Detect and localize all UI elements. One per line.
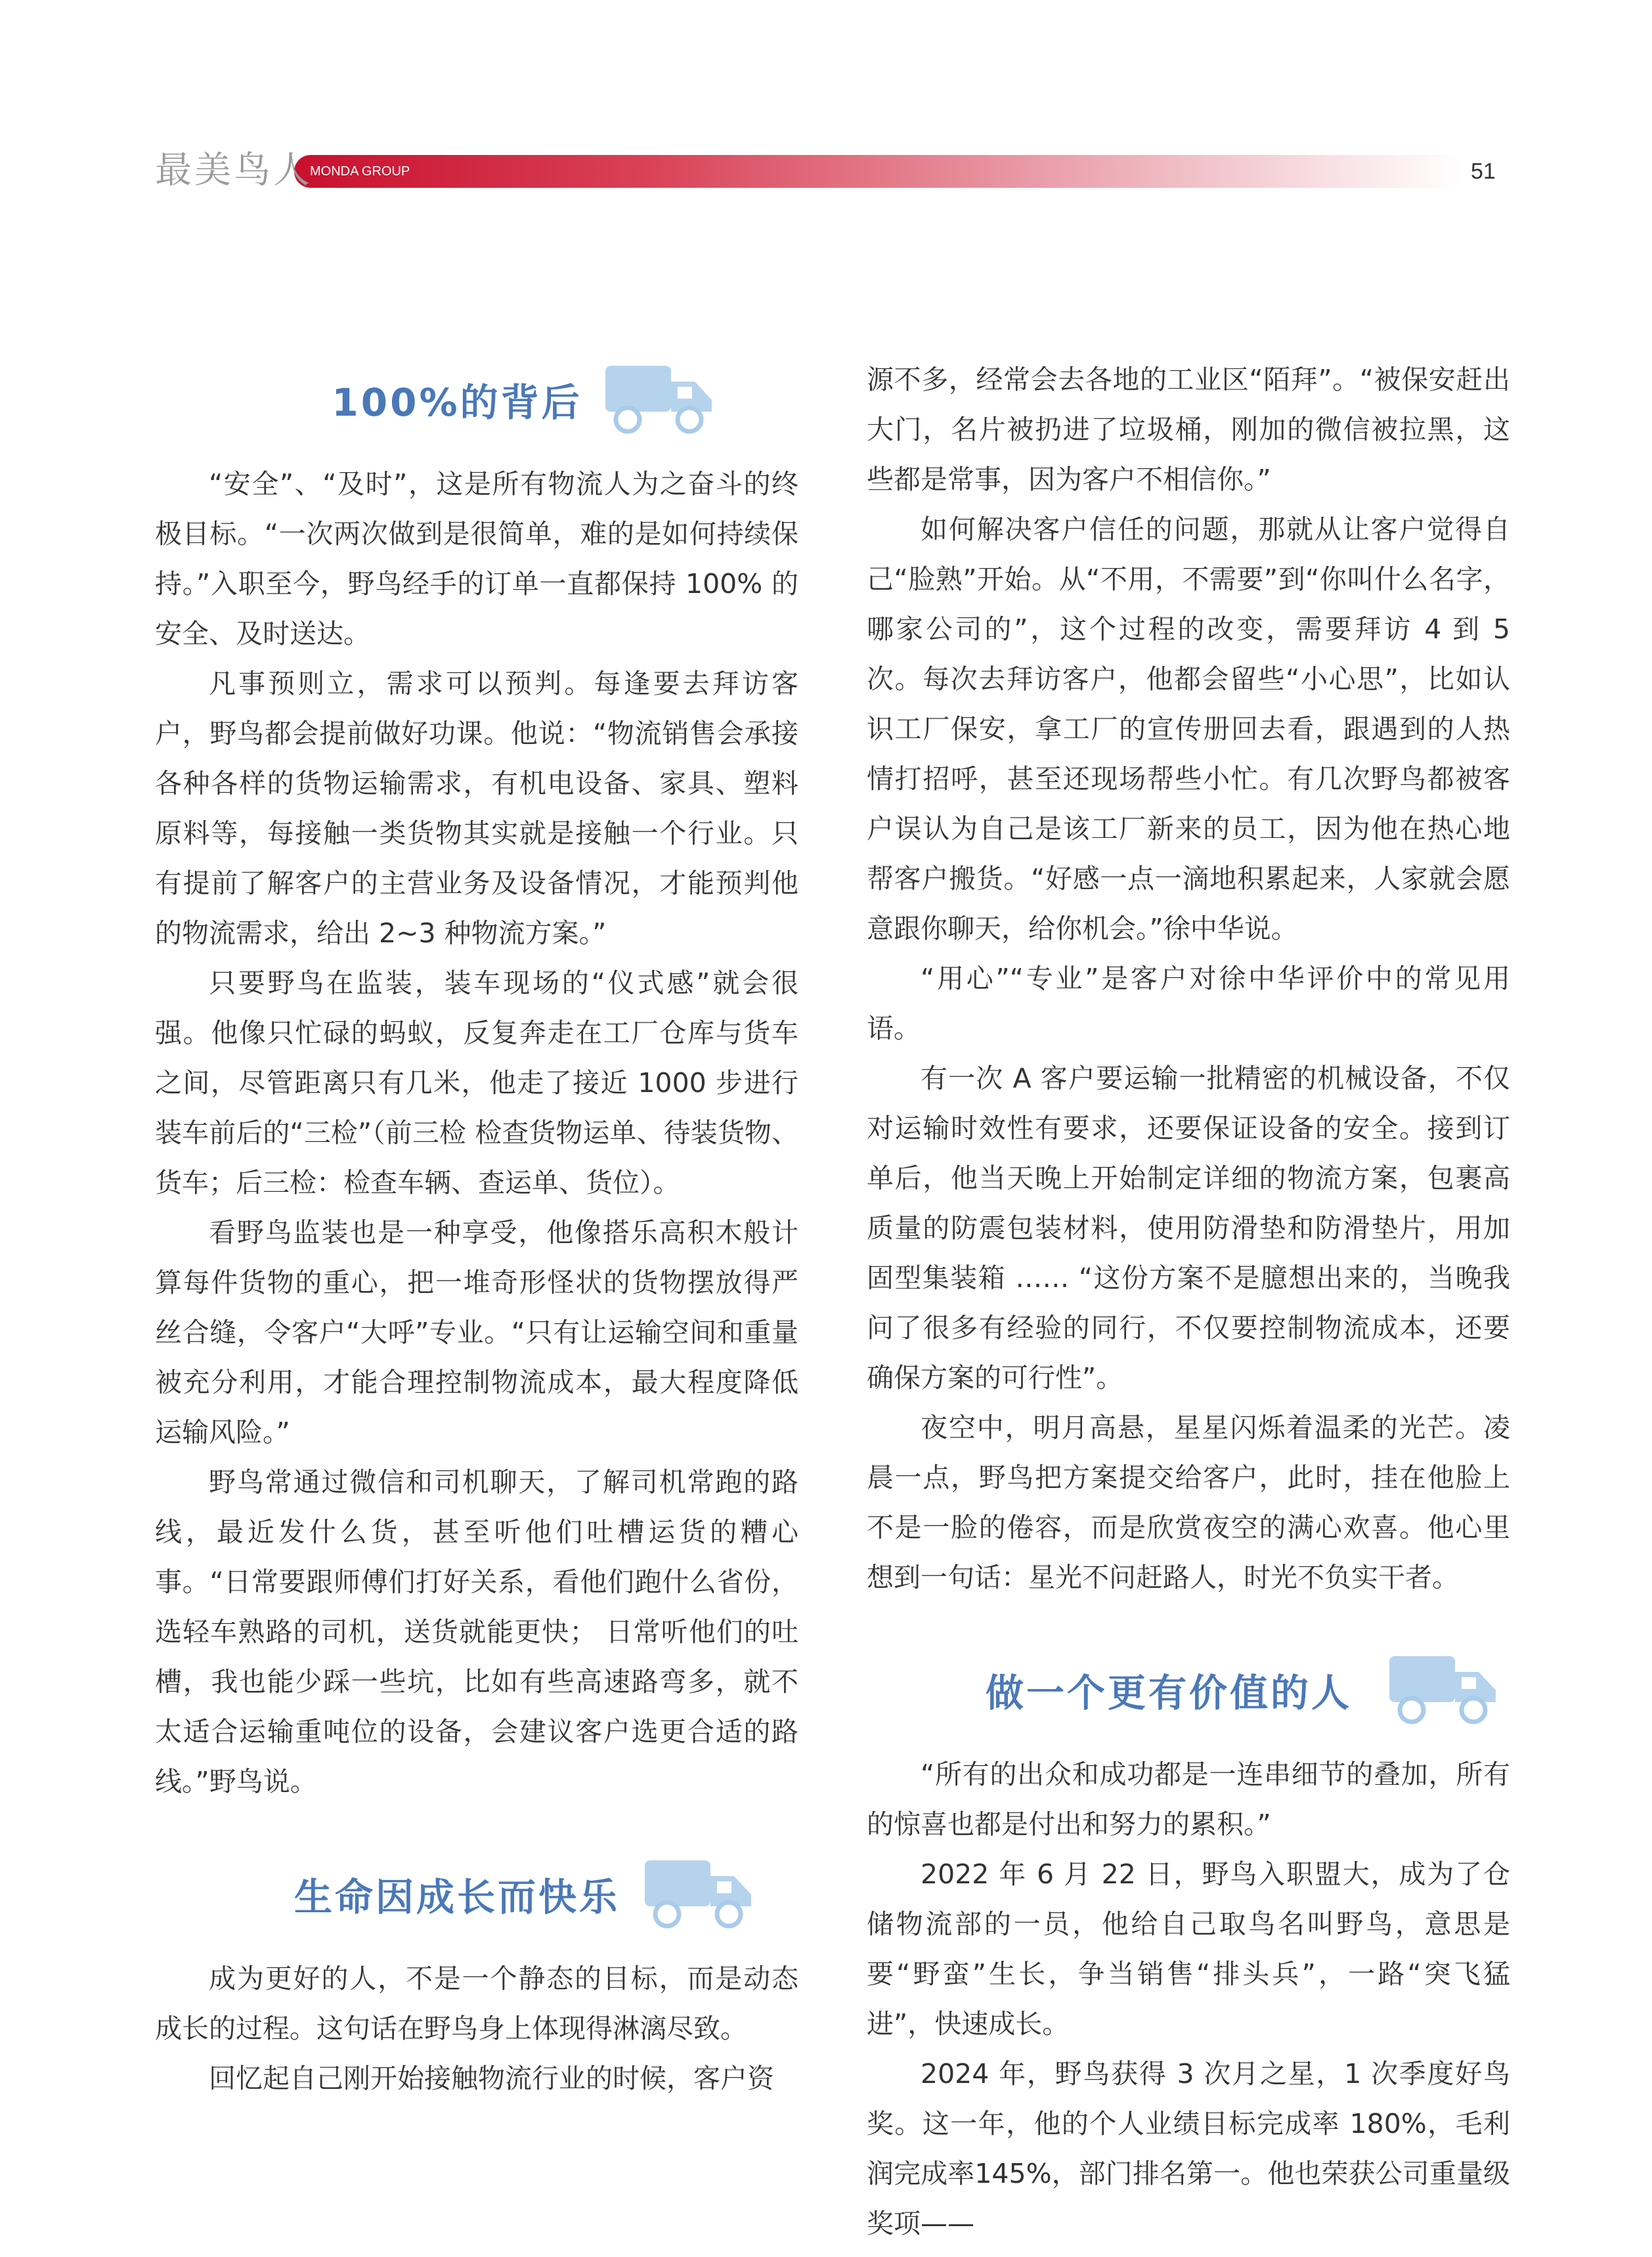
section-heading-1 xyxy=(155,351,798,447)
brand-group-label: MONDA GROUP xyxy=(310,164,410,179)
right-column xyxy=(867,355,1510,2248)
truck-icon xyxy=(1385,1650,1501,1731)
page-header xyxy=(0,0,1652,217)
page-number: 51 xyxy=(1471,159,1496,184)
section-heading-3 xyxy=(867,1642,1510,1738)
paragraph: 野鸟常通过微信和司机聊天，了解司机常跑的路线，最近发什么货，甚至听他们吐槽运货的糟心事。“日常要跟师傅们打好关系，看他们跑什么省份，选轻车熟路的司机，送货就能更快； 日常听他们的吐槽，我也能少踩一些坑，比如有些高速路弯多，就不太适合运输重吨位的设备，会建议客户选更合适的路线。”野鸟说。 xyxy=(155,1466,798,1797)
paragraph: 2022 年 6 月 22 日，野鸟入职盟大，成为了仓储物流部的一员，他给自己取鸟名叫野鸟，意思是要“野蛮”生长，争当销售“排头兵”，一路“突飞猛进”，快速成长。 xyxy=(867,1858,1510,2040)
paragraph: 2024 年，野鸟获得 3 次月之星，1 次季度好鸟奖。这一年，他的个人业绩目标完成率 180%，毛利润完成率145%，部门排名第一。他也荣获公司重量级奖项—— xyxy=(867,2058,1510,2239)
paragraph: 回忆起自己刚开始接触物流行业的时候，客户资 xyxy=(209,2063,774,2094)
brand-gradient-bar xyxy=(294,155,1463,188)
truck-icon xyxy=(641,1854,756,1935)
paragraph: 如何解决客户信任的问题，那就从让客户觉得自己“脸熟”开始。从“不用，不需要”到“你叫什么名字，哪家公司的”，这个过程的改变，需要拜访 4 到 5 次。每次去拜访客户，他都会留些“小心思”，比如认识工厂保安，拿工厂的宣传册回去看，跟遇到的人热情打招呼，甚至还现场帮些小忙。有几次野鸟都被客户误认为自己是该工厂新来的员工，因为他在热心地帮客户搬货。“好感一点一滴地积累起来，人家就会愿意跟你聊天，给你机会。”徐中华说。 xyxy=(867,514,1510,944)
left-column xyxy=(155,351,798,2103)
column-title: 最美鸟人 xyxy=(155,149,313,192)
paragraph: 只要野鸟在监装，装车现场的“仪式感”就会很强。他像只忙碌的蚂蚁，反复奔走在工厂仓库与货车之间，尽管距离只有几米，他走了接近 1000 步进行装车前后的“三检”（前三检 检查货物运单、待装货物、货车；后三检：检查车辆、查运单、货位）。 xyxy=(155,967,798,1198)
paragraph: 看野鸟监装也是一种享受，他像搭乐高积木般计算每件货物的重心，把一堆奇形怪状的货物摆放得严丝合缝，令客户“大呼”专业。“只有让运输空间和重量被充分利用，才能合理控制物流成本，最大程度降低运输风险。” xyxy=(155,1217,798,1448)
section-title: 100%的背后 xyxy=(332,380,582,425)
paragraph: 凡事预则立，需求可以预判。每逢要去拜访客户，野鸟都会提前做好功课。他说：“物流销售会承接各种各样的货物运输需求，有机电设备、家具、塑料原料等，每接触一类货物其实就是接触一个行业。只有提前了解客户的主营业务及设备情况，才能预判他的物流需求，给出 2~3 种物流方案。” xyxy=(155,668,798,949)
section-heading-2 xyxy=(155,1846,798,1942)
paragraph: 成为更好的人，不是一个静态的目标，而是动态成长的过程。这句话在野鸟身上体现得淋漓尽致。 xyxy=(155,1963,798,2044)
paragraph: “安全”、“及时”，这是所有物流人为之奋斗的终极目标。“一次两次做到是很简单，难的是如何持续保持。”入职至今，野鸟经手的订单一直都保持 100% 的安全、及时送达。 xyxy=(155,468,798,649)
paragraph: “用心”“专业”是客户对徐中华评价中的常见用语。 xyxy=(867,963,1510,1044)
truck-icon xyxy=(601,359,717,441)
paragraph: 源不多，经常会去各地的工业区“陌拜”。“被保安赶出大门，名片被扔进了垃圾桶，刚加的微信被拉黑，这些都是常事，因为客户不相信你。” xyxy=(867,364,1510,495)
paragraph: 有一次 A 客户要运输一批精密的机械设备，不仅对运输时效性有要求，还要保证设备的安全。接到订单后，他当天晚上开始制定详细的物流方案，包裹高质量的防震包装材料，使用防滑垫和防滑垫片，用加固型集装箱 …… “这份方案不是臆想出来的，当晚我问了很多有经验的同行，不仅要控制物流成本，还要确保方案的可行性”。 xyxy=(867,1063,1510,1393)
section-title: 生命因成长而快乐 xyxy=(293,1875,620,1919)
section-title: 做一个更有价值的人 xyxy=(985,1671,1352,1715)
paragraph: “所有的出众和成功都是一连串细节的叠加，所有的惊喜也都是付出和努力的累积。” xyxy=(867,1759,1510,1840)
paragraph: 夜空中，明月高悬，星星闪烁着温柔的光芒。凌晨一点，野鸟把方案提交给客户，此时，挂在他脸上不是一脸的倦容，而是欣赏夜空的满心欢喜。他心里想到一句话：星光不问赶路人，时光不负实干者。 xyxy=(867,1412,1510,1593)
